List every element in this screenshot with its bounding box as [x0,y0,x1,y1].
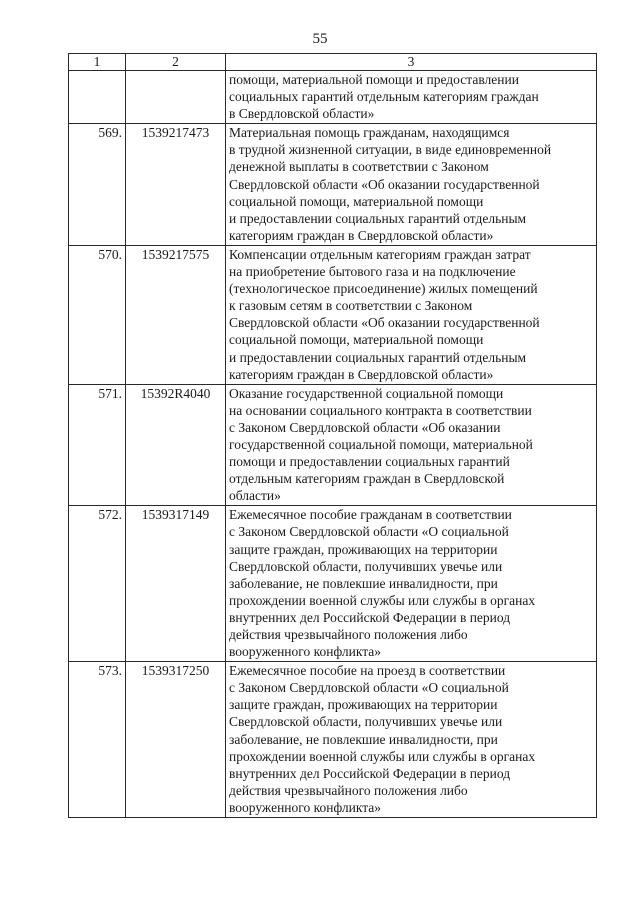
table-row [69,662,597,818]
row-code-cell: 1539217575 [126,245,226,384]
row-description-cell: помощи, материальной помощи и предоставлении социальных гарантий отдельным категориям граждан в Свердловской области» [226,71,597,124]
row-number-cell: 569. [69,124,126,246]
row-description-cell: Ежемесячное пособие гражданам в соответствии с Законом Свердловской области «О социальной защите граждан, проживающих на территории Свердловской области, получивших увечье или заболевание, не повлекшие инвалидности, при прохождении военной службы или службы в органах внутренних дел Российской Федерации в период действия чрезвычайного положения либо вооруженного конфликта» [226,506,597,662]
table-row [69,506,597,662]
table-row [69,124,597,246]
row-number-cell: 572. [69,506,126,662]
row-number-cell: 570. [69,245,126,384]
table-row [69,245,597,384]
row-code-cell: 1539317149 [126,506,226,662]
column-header-code: 2 [126,54,226,71]
row-code-cell: 15392R4040 [126,384,226,506]
table-row-continuation [69,71,597,124]
column-header-description: 3 [226,54,597,71]
row-number-cell: 571. [69,384,126,506]
row-description-cell: Компенсации отдельным категориям граждан затрат на приобретение бытового газа и на подключение (технологическое присоединение) жилых помещений к газовым сетям в соответствии с Законом Свердловской области «Об оказании государственной социальной помощи, материальной помощи и предоставлении социальных гарантий отдельным категориям граждан в Свердловской области» [226,245,597,384]
column-header-number: 1 [69,54,126,71]
row-number-cell [69,71,126,124]
row-code-cell: 1539317250 [126,662,226,818]
budget-classification-table [68,53,597,818]
row-description-cell: Материальная помощь гражданам, находящимся в трудной жизненной ситуации, в виде единовременной денежной выплаты в соответствии с Законом Свердловской области «Об оказании государственной социальной помощи, материальной помощи и предоставлении социальных гарантий отдельным категориям граждан в Свердловской области» [226,124,597,246]
table-row [69,384,597,506]
row-code-cell: 1539217473 [126,124,226,246]
row-code-cell [126,71,226,124]
page-number: 55 [312,31,328,47]
row-number-cell: 573. [69,662,126,818]
row-description-cell: Оказание государственной социальной помощи на основании социального контракта в соответствии с Законом Свердловской области «Об оказании государственной социальной помощи, материальной помощи и предоставлении социальных гарантий отдельным категориям граждан в Свердловской области» [226,384,597,506]
row-description-cell: Ежемесячное пособие на проезд в соответствии с Законом Свердловской области «О социальной защите граждан, проживающих на территории Свердловской области, получивших увечье или заболевание, не повлекшие инвалидности, при прохождении военной службы или службы в органах внутренних дел Российской Федерации в период действия чрезвычайного положения либо вооруженного конфликта» [226,662,597,818]
table-header-row [69,54,597,71]
